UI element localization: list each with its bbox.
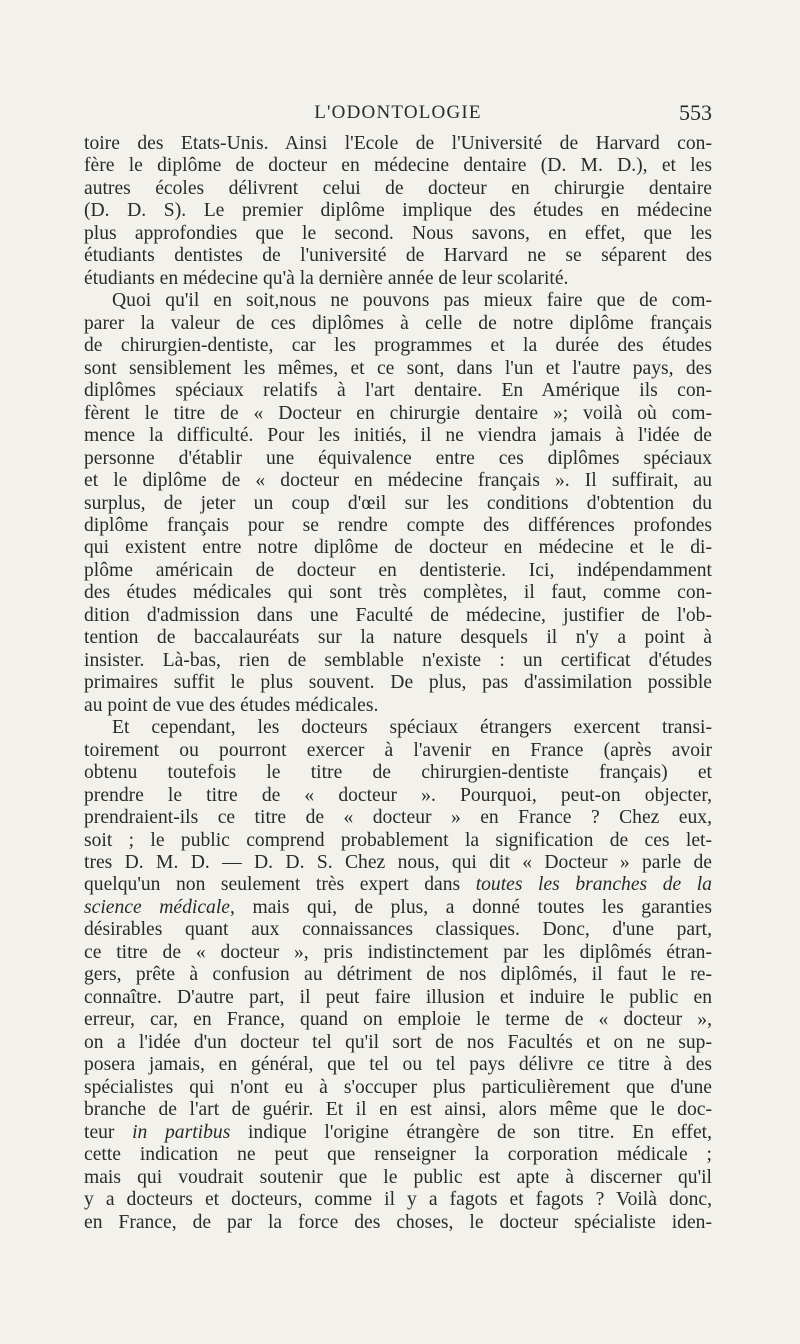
- text-line: au point de vue des études médicales.: [84, 694, 379, 716]
- text-line: plus approfondies que le second. Nous savons, en effet, que les: [84, 222, 712, 244]
- text-line-with-italic: quelqu'un non seulement très expert dans toutes les branches de la: [84, 874, 712, 896]
- italic-phrase: toutes les branches de la: [475, 874, 712, 896]
- text-line: toirement ou pourront exercer à l'avenir en France (après avoir: [84, 739, 712, 761]
- text-line: y a docteurs et docteurs, comme il y a fagots et fagots ? Voilà donc,: [84, 1189, 712, 1211]
- text-line: parer la valeur de ces diplômes à celle de notre diplôme français: [84, 312, 712, 334]
- text-line: insister. Là-bas, rien de semblable n'existe : un certificat d'études: [84, 649, 712, 671]
- text-line: fère le diplôme de docteur en médecine dentaire (D. M. D.), et les: [84, 155, 712, 177]
- text-line: branche de l'art de guérir. Et il en est ainsi, alors même que le doc-: [84, 1099, 712, 1121]
- text-line: ce titre de « docteur », pris indistinctement par les diplômés étran-: [84, 941, 712, 963]
- text-line: spécialistes qui n'ont eu à s'occuper plus particulièrement que d'une: [84, 1076, 712, 1098]
- text-line: soit ; le public comprend probablement la signification de ces let-: [84, 829, 712, 851]
- text-line: autres écoles délivrent celui de docteur en chirurgie dentaire: [84, 177, 712, 199]
- text-line: diplôme français pour se rendre compte des différences profondes: [84, 514, 712, 536]
- text-line: Quoi qu'il en soit,nous ne pouvons pas mieux faire que de com-: [112, 290, 712, 312]
- body-text: [84, 133, 712, 1234]
- text-line: désirables quant aux connaissances classiques. Donc, d'une part,: [84, 919, 712, 941]
- text-line: toire des Etats-Unis. Ainsi l'Ecole de l'Université de Harvard con-: [84, 133, 712, 154]
- text-line: tention de baccalauréats sur la nature desquels il n'y a point à: [84, 627, 712, 649]
- text-line: surplus, de jeter un coup d'œil sur les conditions d'obtention du: [84, 492, 712, 514]
- text-line: mence la difficulté. Pour les initiés, il ne viendra jamais à l'idée de: [84, 425, 712, 447]
- text-line: des études médicales qui sont très complètes, il faut, comme con-: [84, 582, 712, 604]
- italic-phrase: science médicale: [84, 896, 230, 918]
- running-title: L'ODONTOLOGIE: [314, 102, 482, 123]
- text-line: de chirurgien-dentiste, car les programmes et la durée des études: [84, 335, 712, 357]
- text-line: (D. D. S). Le premier diplôme implique des études en médecine: [84, 200, 712, 222]
- text-line: qui existent entre notre diplôme de docteur en médecine et le di-: [84, 537, 712, 559]
- text-line: tres D. M. D. — D. D. S. Chez nous, qui dit « Docteur » parle de: [84, 852, 712, 873]
- page-number: 553: [679, 100, 712, 125]
- text-line: erreur, car, en France, quand on emploie le terme de « docteur »,: [84, 1009, 712, 1031]
- text-line: cette indication ne peut que renseigner la corporation médicale ;: [84, 1144, 712, 1166]
- text-line: Et cependant, les docteurs spéciaux étrangers exercent transi-: [112, 717, 712, 739]
- text-line: en France, de par la force des choses, le docteur spécialiste iden-: [84, 1211, 712, 1233]
- text-line: posera jamais, en général, que tel ou tel pays délivre ce titre à des: [84, 1054, 712, 1076]
- text-line: obtenu toutefois le titre de chirurgien-dentiste français) et: [84, 762, 712, 784]
- text-line: on a l'idée d'un docteur tel qu'il sort de nos Facultés et on ne sup-: [84, 1031, 712, 1053]
- text-line: prendre le titre de « docteur ». Pourquoi, peut-on objecter,: [84, 784, 712, 806]
- text-line: dition d'admission dans une Faculté de médecine, justifier de l'ob-: [84, 604, 712, 626]
- text-line: primaires suffit le plus souvent. De plus, pas d'assimilation possible: [84, 672, 712, 694]
- text-line: personne d'établir une équivalence entre ces diplômes spéciaux: [84, 447, 712, 469]
- text-line: étudiants en médecine qu'à la dernière année de leur scolarité.: [84, 267, 569, 289]
- text-line: sont sensiblement les mêmes, et ce sont, dans l'un et l'autre pays, des: [84, 357, 712, 379]
- text-line: prendraient-ils ce titre de « docteur » en France ? Chez eux,: [84, 807, 712, 829]
- text-line: plôme américain de docteur en dentisterie. Ici, indépendamment: [84, 559, 712, 581]
- text-line-with-italic: science médicale, mais qui, de plus, a donné toutes les garanties: [84, 896, 712, 918]
- page-header: [84, 100, 712, 130]
- text-line: gers, prête à confusion au détriment de nos diplômés, il faut le re-: [84, 964, 712, 986]
- text-line: fèrent le titre de « Docteur en chirurgie dentaire »; voilà où com-: [84, 402, 712, 424]
- italic-phrase: in partibus: [132, 1121, 231, 1143]
- text-line: et le diplôme de « docteur en médecine français ». Il suffirait, au: [84, 470, 712, 492]
- text-line: étudiants dentistes de l'université de Harvard ne se séparent des: [84, 245, 712, 267]
- text-line: diplômes spéciaux relatifs à l'art dentaire. En Amérique ils con-: [84, 380, 712, 402]
- text-line-with-italic: teur in partibus indique l'origine étrangère de son titre. En effet,: [84, 1121, 712, 1143]
- text-line: mais qui voudrait soutenir que le public est apte à discerner qu'il: [84, 1166, 712, 1188]
- text-line: connaître. D'autre part, il peut faire illusion et induire le public en: [84, 986, 712, 1008]
